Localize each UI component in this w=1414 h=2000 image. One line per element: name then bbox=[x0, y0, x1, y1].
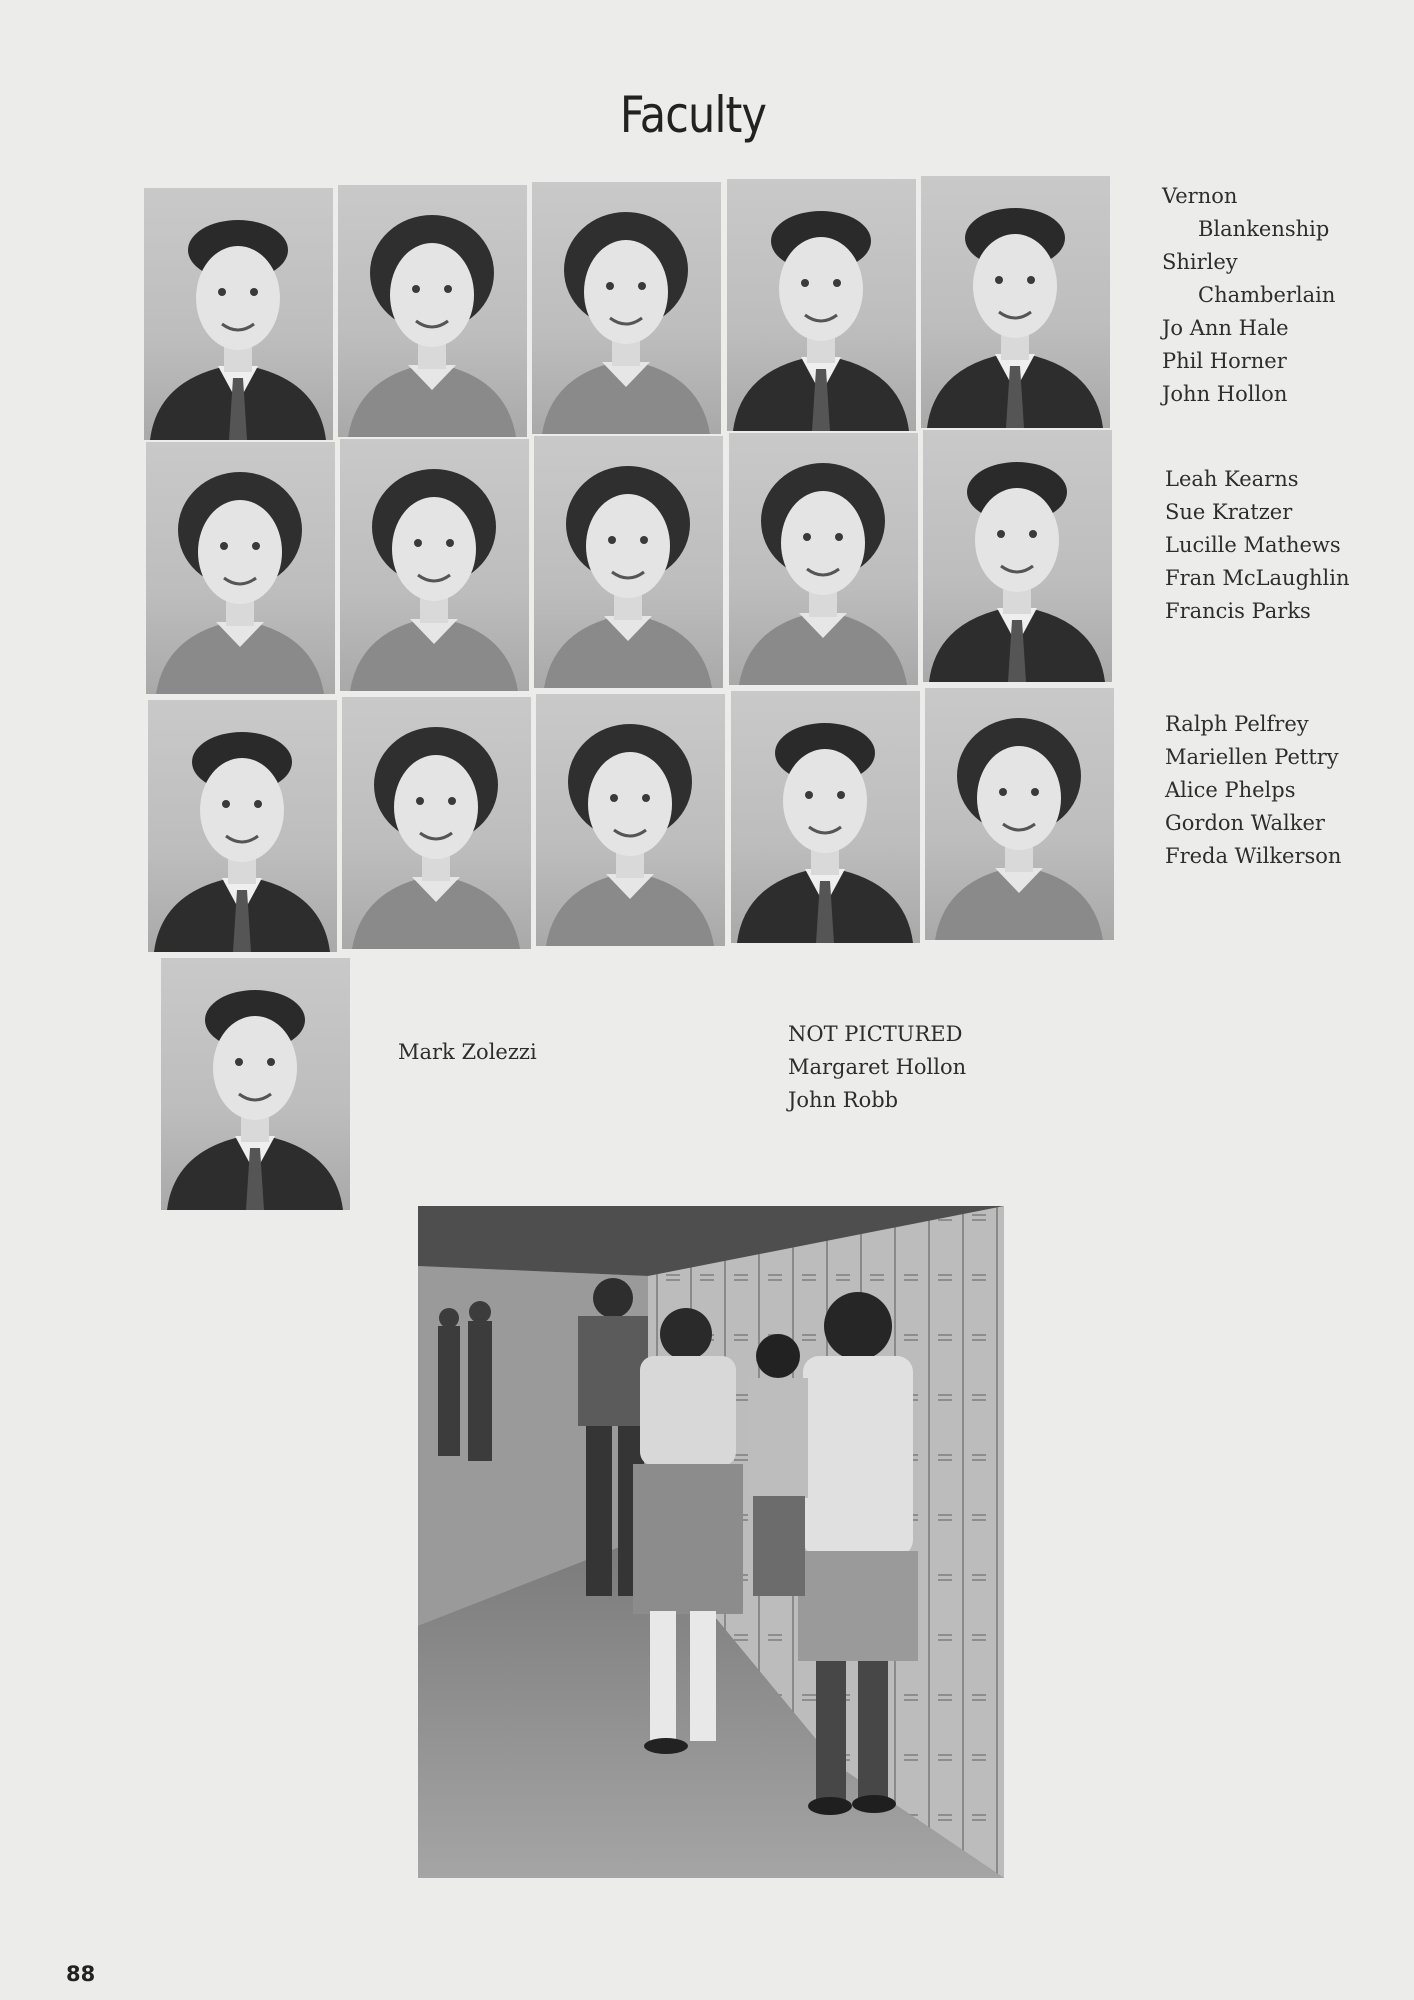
faculty-name: John Hollon bbox=[1162, 382, 1288, 406]
faculty-name: Shirley bbox=[1162, 250, 1238, 274]
page-title: Faculty bbox=[619, 86, 767, 144]
not-pictured-name: Margaret Hollon bbox=[788, 1055, 967, 1079]
faculty-name: Mariellen Pettry bbox=[1165, 745, 1339, 769]
faculty-name: Alice Phelps bbox=[1165, 778, 1296, 802]
portrait-woman-8-icon bbox=[536, 694, 725, 946]
faculty-name: Freda Wilkerson bbox=[1165, 844, 1342, 868]
faculty-name: Francis Parks bbox=[1165, 599, 1311, 623]
portrait-woman-2-icon bbox=[532, 182, 721, 434]
name-group-row-3 bbox=[1165, 708, 1341, 873]
portrait-man-5-icon bbox=[148, 700, 337, 952]
portrait-man-3-icon bbox=[921, 176, 1110, 428]
not-pictured-list bbox=[788, 1018, 966, 1117]
faculty-name: Sue Kratzer bbox=[1165, 500, 1293, 524]
page-number: 88 bbox=[66, 1962, 96, 1986]
faculty-name: Gordon Walker bbox=[1165, 811, 1325, 835]
portrait-woman-1-icon bbox=[338, 185, 527, 437]
faculty-name: Lucille Mathews bbox=[1165, 533, 1341, 557]
portrait-man-1-icon bbox=[144, 188, 333, 440]
faculty-name: Blankenship bbox=[1198, 217, 1330, 241]
not-pictured-name: John Robb bbox=[788, 1088, 899, 1112]
faculty-name: Chamberlain bbox=[1198, 283, 1336, 307]
portrait-woman-3-icon bbox=[146, 442, 335, 694]
portrait-woman-9-icon bbox=[925, 688, 1114, 940]
name-group-row-1 bbox=[1162, 180, 1335, 411]
faculty-name: Phil Horner bbox=[1162, 349, 1287, 373]
faculty-name: Ralph Pelfrey bbox=[1165, 712, 1309, 736]
portrait-man-7-icon bbox=[161, 958, 350, 1210]
portrait-man-6-icon bbox=[731, 691, 920, 943]
faculty-name: Leah Kearns bbox=[1165, 467, 1299, 491]
name-group-row-2 bbox=[1165, 463, 1350, 628]
portrait-man-4-icon bbox=[923, 430, 1112, 682]
faculty-name: Fran McLaughlin bbox=[1165, 566, 1350, 590]
portrait-woman-5-icon bbox=[534, 436, 723, 688]
portrait-woman-7-icon bbox=[342, 697, 531, 949]
faculty-name: Jo Ann Hale bbox=[1162, 316, 1289, 340]
portrait-woman-6-icon bbox=[729, 433, 918, 685]
not-pictured-heading: NOT PICTURED bbox=[788, 1022, 963, 1046]
portrait-man-2-icon bbox=[727, 179, 916, 431]
hallway-lockers-photo bbox=[418, 1206, 1004, 1878]
portrait-woman-4-icon bbox=[340, 439, 529, 691]
faculty-name: Vernon bbox=[1162, 184, 1238, 208]
faculty-name-zolezzi: Mark Zolezzi bbox=[398, 1040, 537, 1064]
